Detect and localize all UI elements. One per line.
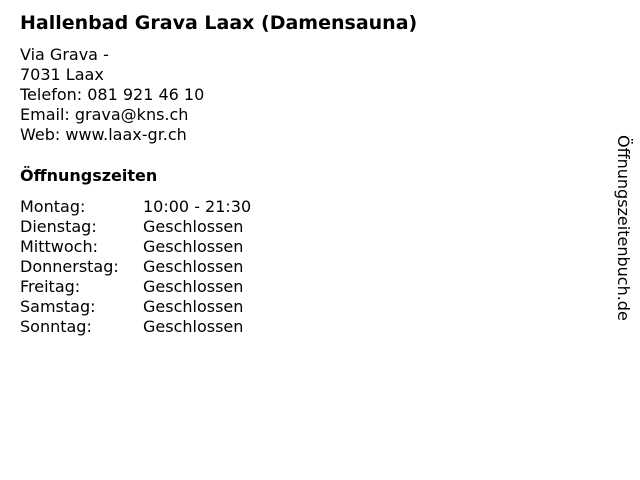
hours-day: Samstag: [20,297,96,316]
hours-time: Geschlossen [143,237,244,256]
opening-hours-table [20,197,580,337]
hours-row-saturday [20,297,580,317]
address-block [20,45,580,145]
hours-time: Geschlossen [143,257,244,276]
hours-row-tuesday [20,217,580,237]
phone-line: Telefon: 081 921 46 10 [20,85,205,104]
hours-row-sunday [20,317,580,337]
web-line: Web: www.laax-gr.ch [20,125,187,144]
hours-time: Geschlossen [143,317,244,336]
hours-day: Donnerstag: [20,257,119,276]
address-city: 7031 Laax [20,65,104,84]
opening-hours-heading: Öffnungszeiten [20,166,158,185]
hours-time: Geschlossen [143,297,244,316]
hours-time: Geschlossen [143,277,244,296]
site-brand-watermark: Öffnungszeitenbuch.de [614,135,633,321]
business-card [20,10,580,337]
hours-row-thursday [20,257,580,277]
hours-day: Montag: [20,197,86,216]
email-line: Email: grava@kns.ch [20,105,189,124]
page-title: Hallenbad Grava Laax (Damensauna) [20,12,418,34]
hours-row-friday [20,277,580,297]
hours-time: Geschlossen [143,217,244,236]
address-street: Via Grava - [20,45,109,64]
hours-row-wednesday [20,237,580,257]
hours-day: Dienstag: [20,217,97,236]
hours-time: 10:00 - 21:30 [143,197,252,216]
hours-day: Mittwoch: [20,237,98,256]
hours-day: Freitag: [20,277,81,296]
hours-day: Sonntag: [20,317,92,336]
hours-row-monday [20,197,580,217]
